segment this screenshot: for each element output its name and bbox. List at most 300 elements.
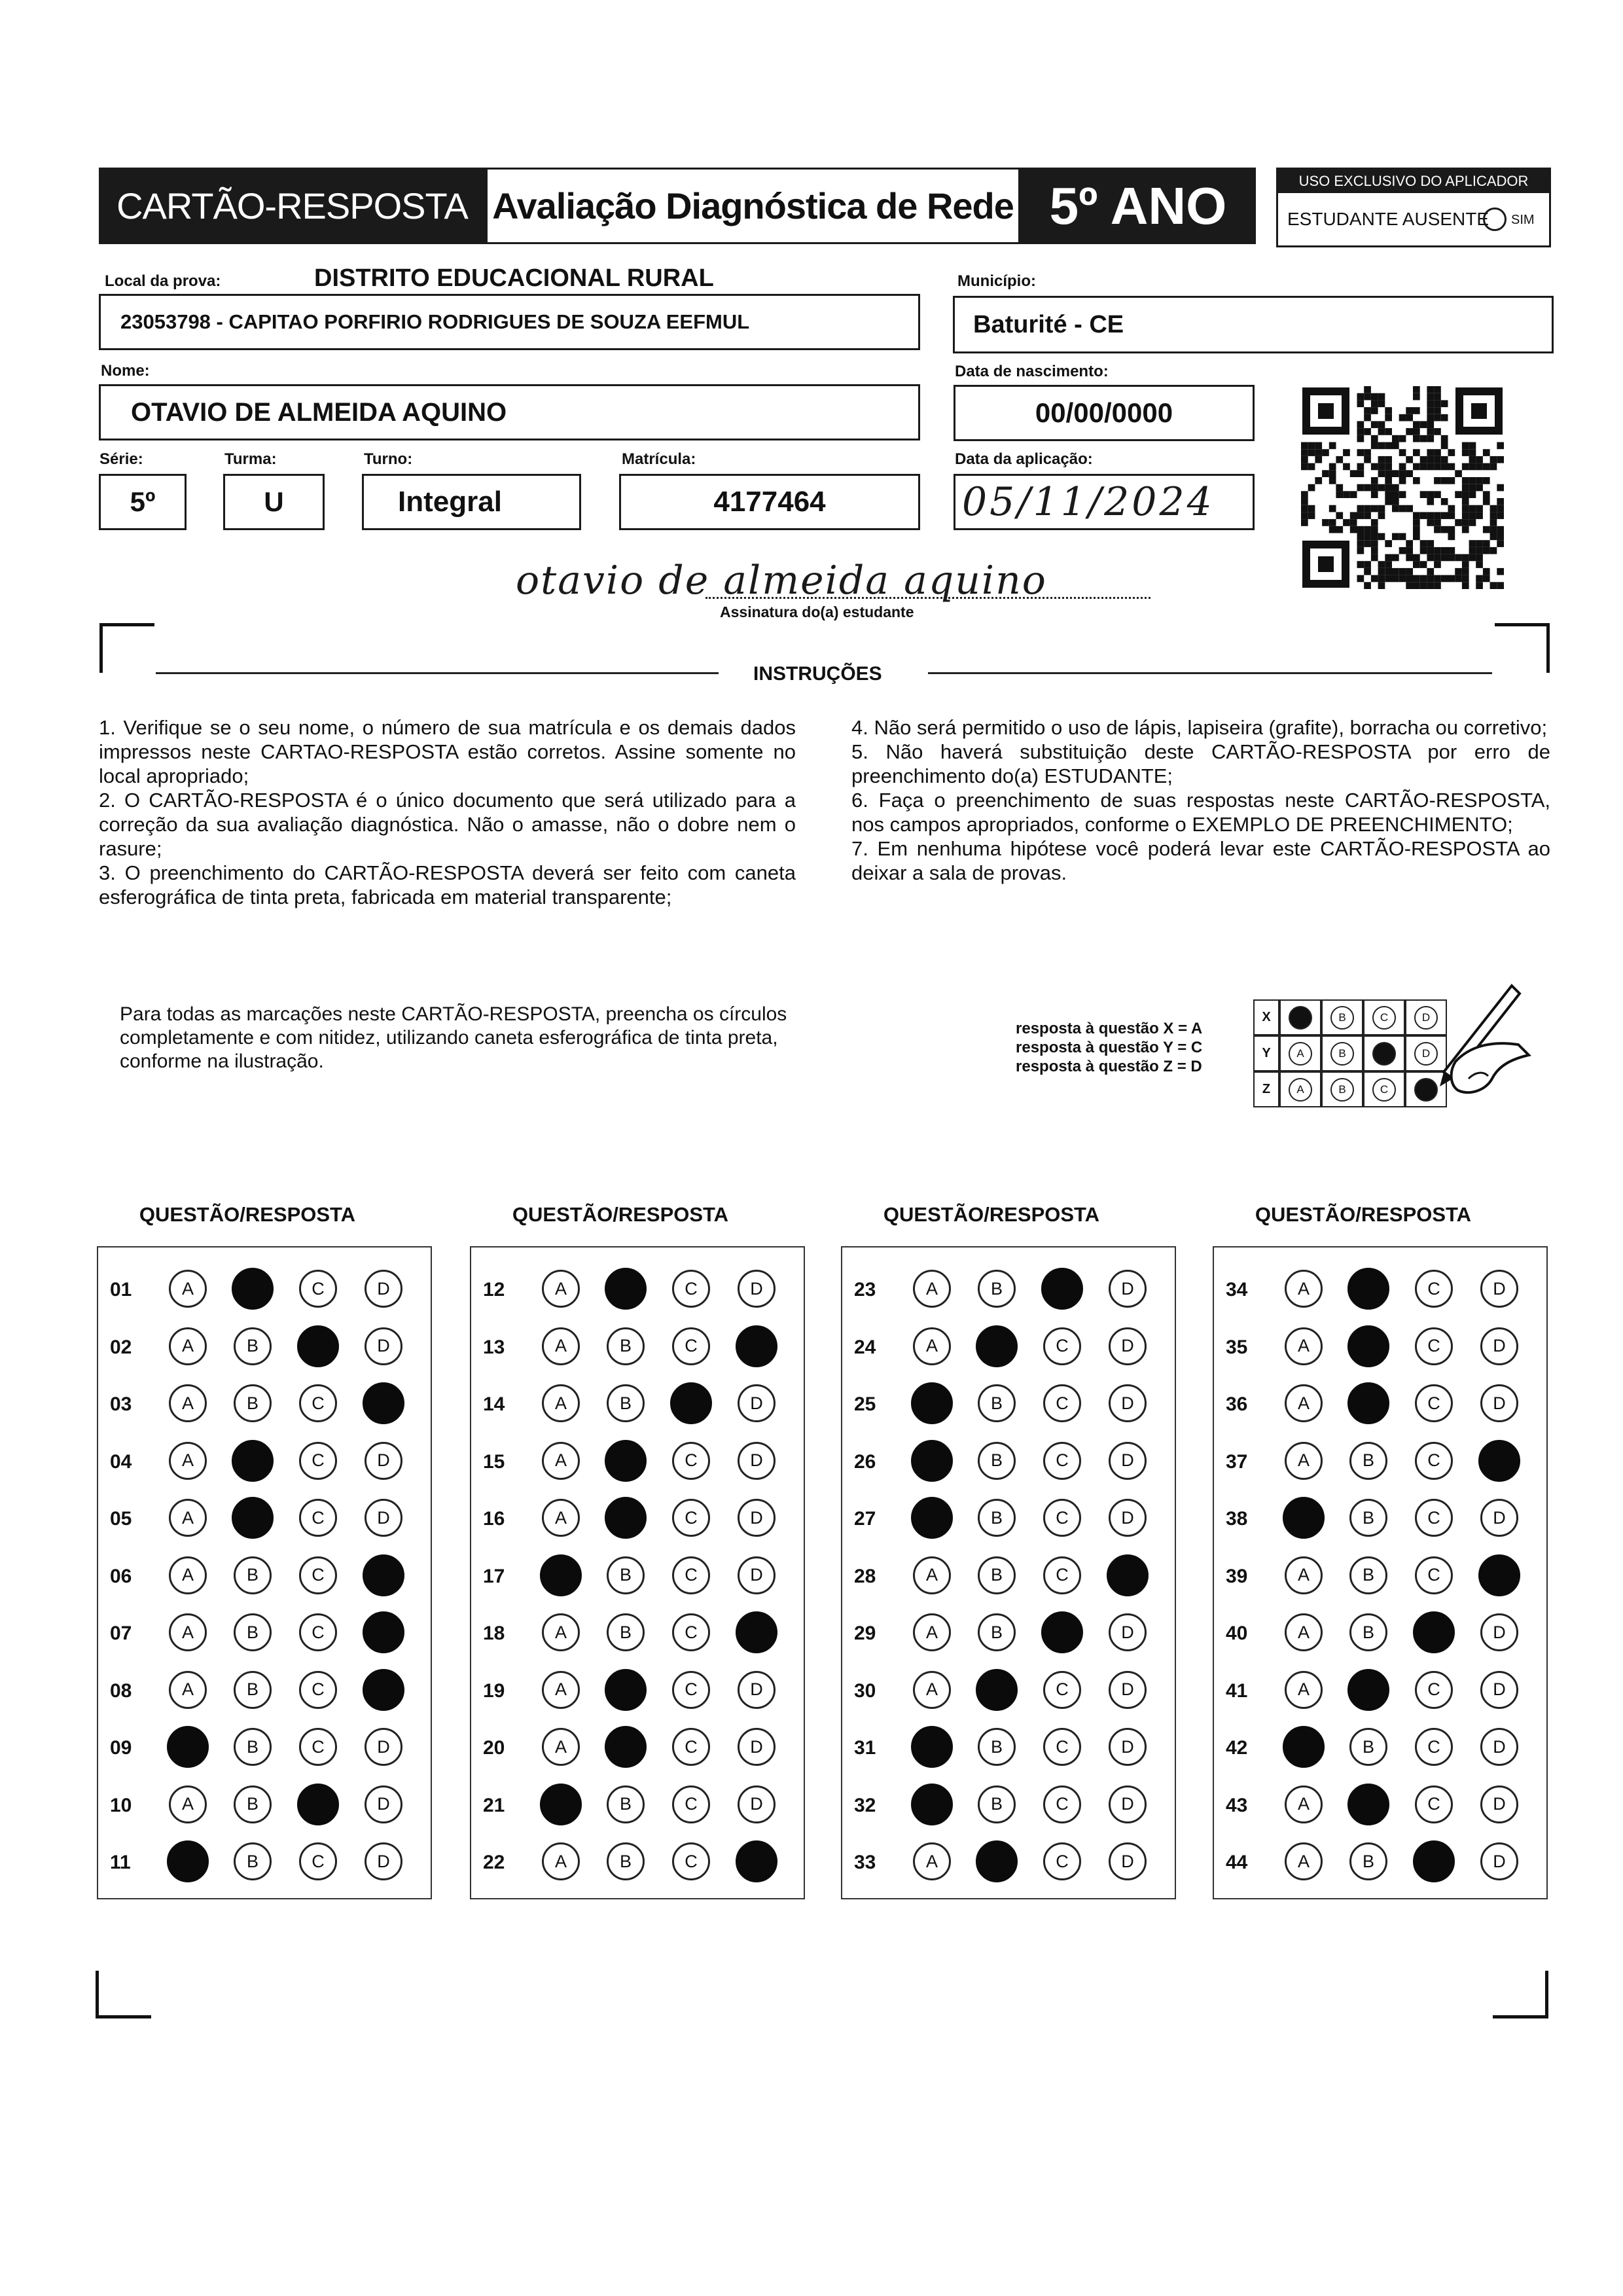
answer-bubble-b[interactable] (1347, 1268, 1389, 1310)
answer-bubble-b[interactable]: B (607, 1785, 645, 1823)
answer-bubble-b[interactable] (232, 1268, 274, 1310)
answer-bubble-d[interactable]: D (1109, 1327, 1147, 1365)
question-number: 29 (854, 1623, 876, 1644)
answer-bubble-a[interactable]: A (169, 1384, 207, 1422)
answer-row (842, 1785, 1175, 1825)
answer-bubble-b[interactable]: B (234, 1384, 272, 1422)
answer-bubble-c[interactable]: C (1043, 1442, 1081, 1480)
serie-value: 5º (130, 486, 156, 517)
example-cell (1321, 1035, 1363, 1071)
answer-bubble-a[interactable] (540, 1554, 582, 1596)
question-number: 42 (1226, 1737, 1248, 1759)
answer-bubble-d[interactable]: D (738, 1442, 776, 1480)
answer-bubble-d[interactable] (736, 1325, 777, 1367)
instructions-rule-left (156, 672, 719, 674)
answer-row (842, 1499, 1175, 1538)
absent-student-label: ESTUDANTE AUSENTE (1287, 209, 1489, 229)
answer-bubble-c[interactable]: C (299, 1442, 337, 1480)
answer-bubble-b[interactable]: B (1349, 1499, 1387, 1537)
answer-bubble-d[interactable]: D (738, 1785, 776, 1823)
local-value: DISTRITO EDUCACIONAL RURAL (314, 264, 714, 292)
answer-bubble-b[interactable]: B (978, 1728, 1016, 1766)
answer-bubble-b[interactable] (605, 1440, 647, 1482)
answer-bubble-c[interactable]: C (672, 1728, 710, 1766)
instruction-5: 5. Não haverá substituição deste CARTÃO-RESPOSTA por erro de preenchimento do(a) ESTUDANTE; (851, 740, 1550, 787)
example-cell (1279, 999, 1321, 1035)
question-number: 34 (1226, 1279, 1248, 1300)
answer-bubble-d[interactable]: D (365, 1728, 402, 1766)
answer-bubble-a[interactable]: A (1285, 1327, 1323, 1365)
question-number: 12 (483, 1279, 505, 1300)
answer-bubble-c[interactable]: C (299, 1270, 337, 1308)
corner-mark-top-right (1495, 623, 1550, 626)
question-number: 16 (483, 1508, 505, 1530)
answer-bubble-b[interactable]: B (234, 1327, 272, 1365)
answer-bubble-a[interactable]: A (1285, 1270, 1323, 1308)
answer-row (98, 1728, 431, 1767)
answer-bubble-c[interactable]: C (672, 1556, 710, 1594)
question-number: 05 (110, 1508, 132, 1530)
answer-row (1214, 1327, 1546, 1367)
answer-bubble-c[interactable]: C (672, 1442, 710, 1480)
answer-bubble-b[interactable] (1347, 1784, 1389, 1825)
answer-bubble-b[interactable]: B (234, 1728, 272, 1766)
answer-bubble-c[interactable]: C (1415, 1442, 1453, 1480)
question-number: 07 (110, 1623, 132, 1644)
answer-bubble-a[interactable]: A (1285, 1785, 1323, 1823)
corner-mark-bottom-right-vertical (1545, 1971, 1548, 2018)
answer-bubble-b[interactable]: B (978, 1384, 1016, 1422)
answer-row (842, 1442, 1175, 1481)
answer-bubble-c[interactable]: C (1415, 1384, 1453, 1422)
instruction-4: 4. Não será permitido o uso de lápis, lapiseira (grafite), borracha ou corretivo; (851, 716, 1548, 739)
answer-bubble-b[interactable] (605, 1726, 647, 1768)
answer-bubble-b[interactable]: B (1349, 1842, 1387, 1880)
answer-bubble-d[interactable] (1478, 1440, 1520, 1482)
answer-row (98, 1270, 431, 1309)
answer-bubble-a[interactable]: A (1285, 1442, 1323, 1480)
answer-bubble-d[interactable]: D (1480, 1613, 1518, 1651)
question-number: 25 (854, 1393, 876, 1415)
answer-bubble-a[interactable]: A (542, 1384, 580, 1422)
answer-bubble-d[interactable]: D (365, 1499, 402, 1537)
answer-bubble-b[interactable] (605, 1497, 647, 1539)
answer-bubble-b[interactable] (1347, 1382, 1389, 1424)
question-number: 09 (110, 1737, 132, 1759)
answer-bubble-d[interactable]: D (738, 1671, 776, 1709)
instruction-7: 7. Em nenhuma hipótese você poderá levar este CARTÃO-RESPOSTA ao deixar a sala de provas. (851, 837, 1550, 884)
answer-bubble-a[interactable]: A (542, 1442, 580, 1480)
answer-bubble-c[interactable]: C (299, 1613, 337, 1651)
answer-bubble-b[interactable]: B (607, 1384, 645, 1422)
answer-bubble-b[interactable]: B (607, 1842, 645, 1880)
answer-row (842, 1613, 1175, 1653)
answer-bubble-b[interactable]: B (234, 1785, 272, 1823)
question-number: 44 (1226, 1852, 1248, 1873)
answer-row (471, 1556, 804, 1596)
answer-row (1214, 1384, 1546, 1424)
answer-bubble-a[interactable]: A (542, 1270, 580, 1308)
answer-bubble-c[interactable]: C (299, 1499, 337, 1537)
answer-bubble-a[interactable] (167, 1726, 209, 1768)
answer-bubble-b[interactable]: B (978, 1442, 1016, 1480)
answer-bubble-d[interactable]: D (1109, 1671, 1147, 1709)
example-cell (1363, 1035, 1405, 1071)
answer-bubble-a[interactable] (911, 1382, 953, 1424)
question-number: 36 (1226, 1393, 1248, 1415)
instruction-1: 1. Verifique se o seu nome, o número de sua matrícula e os demais dados impressos neste CARTAO-RESPOSTA estão corretos. Assine somente no local apropriado; (99, 716, 796, 787)
answer-bubble-d[interactable]: D (365, 1842, 402, 1880)
answer-bubble-b[interactable] (1347, 1669, 1389, 1711)
answer-bubble-a[interactable]: A (542, 1728, 580, 1766)
answer-bubble-b[interactable] (232, 1497, 274, 1539)
answer-bubble-c[interactable]: C (299, 1842, 337, 1880)
answer-bubble-b[interactable]: B (1349, 1442, 1387, 1480)
answer-bubble-a[interactable]: A (169, 1499, 207, 1537)
answer-bubble-d[interactable]: D (1109, 1270, 1147, 1308)
answer-bubble-c[interactable] (670, 1382, 712, 1424)
answer-bubble-c[interactable]: C (1043, 1785, 1081, 1823)
answer-bubble-b[interactable] (976, 1325, 1018, 1367)
answer-bubble-a[interactable] (911, 1726, 953, 1768)
answer-bubble-d[interactable] (736, 1611, 777, 1653)
answer-bubble-a[interactable] (167, 1840, 209, 1882)
answer-bubble-c[interactable]: C (672, 1671, 710, 1709)
answer-row (471, 1842, 804, 1882)
question-number: 17 (483, 1565, 505, 1587)
answer-column (841, 1246, 1176, 1899)
answer-bubble-a[interactable]: A (913, 1556, 951, 1594)
example-legend-y: resposta à questão Y = C (1016, 1039, 1203, 1056)
serie-label: Série: (99, 450, 143, 468)
answer-bubble-a[interactable]: A (542, 1327, 580, 1365)
question-number: 27 (854, 1508, 876, 1530)
signature-label: Assinatura do(a) estudante (720, 603, 914, 620)
answer-bubble-a[interactable]: A (169, 1327, 207, 1365)
answer-bubble-c[interactable]: C (1043, 1499, 1081, 1537)
answer-bubble-a[interactable] (1283, 1726, 1325, 1768)
instruction-6: 6. Faça o preenchimento de suas respostas neste CARTÃO-RESPOSTA, nos campos apropriados, conforme o EXEMPLO DE PREENCHIMENTO; (851, 789, 1550, 836)
answer-bubble-a[interactable]: A (1285, 1556, 1323, 1594)
answer-bubble-d[interactable]: D (1480, 1270, 1518, 1308)
nascimento-value: 00/00/0000 (1035, 397, 1173, 428)
answer-row (98, 1384, 431, 1424)
question-number: 21 (483, 1794, 505, 1816)
absent-student-option: SIM (1511, 213, 1535, 227)
answer-row (98, 1842, 431, 1882)
question-number: 04 (110, 1450, 132, 1473)
answer-bubble-a[interactable] (911, 1497, 953, 1539)
answer-bubble-a[interactable]: A (542, 1842, 580, 1880)
evaluation-title: Avaliação Diagnóstica de Rede (486, 168, 1020, 244)
corner-mark-bottom-left-vertical (96, 1971, 99, 2018)
answer-bubble-b[interactable] (605, 1268, 647, 1310)
answer-row (1214, 1442, 1546, 1481)
answer-bubble-d[interactable]: D (1480, 1384, 1518, 1422)
answer-bubble-a[interactable] (1283, 1497, 1325, 1539)
question-number: 24 (854, 1336, 876, 1358)
answer-bubble-b[interactable] (976, 1669, 1018, 1711)
answer-bubble-a[interactable]: A (169, 1785, 207, 1823)
question-number: 33 (854, 1852, 876, 1873)
question-number: 31 (854, 1737, 876, 1759)
answer-row (1214, 1728, 1546, 1767)
answer-row (842, 1671, 1175, 1710)
answer-bubble-d[interactable]: D (738, 1728, 776, 1766)
question-number: 02 (110, 1336, 132, 1358)
question-number: 32 (854, 1794, 876, 1816)
example-row-label: X (1253, 999, 1279, 1035)
answer-bubble-c[interactable] (1413, 1840, 1455, 1882)
answer-bubble-d[interactable] (736, 1840, 777, 1882)
answer-bubble-d[interactable]: D (1109, 1728, 1147, 1766)
answer-bubble-b[interactable]: B (978, 1270, 1016, 1308)
answer-bubble-d[interactable]: D (365, 1270, 402, 1308)
column-header: QUESTÃO/RESPOSTA (139, 1203, 356, 1226)
example-bubble-a (1289, 1006, 1312, 1030)
answer-bubble-a[interactable] (911, 1784, 953, 1825)
example-text: Para todas as marcações neste CARTÃO-RESPOSTA, preencha os círculos completamente e com nitidez, utilizando caneta esferográfica de tinta preta, conforme na ilustração. (120, 1003, 787, 1072)
example-bubble-a: A (1289, 1042, 1312, 1066)
answer-bubble-b[interactable]: B (234, 1556, 272, 1594)
answer-bubble-c[interactable]: C (672, 1270, 710, 1308)
example-bubble-c (1372, 1042, 1396, 1066)
answer-bubble-b[interactable]: B (1349, 1728, 1387, 1766)
municipio-value: Baturité - CE (973, 310, 1124, 338)
answer-bubble-c[interactable]: C (1043, 1556, 1081, 1594)
answer-bubble-c[interactable] (297, 1325, 339, 1367)
answer-bubble-b[interactable]: B (978, 1556, 1016, 1594)
answer-bubble-d[interactable]: D (1480, 1785, 1518, 1823)
answer-bubble-a[interactable]: A (169, 1442, 207, 1480)
instructions-rule-right (928, 672, 1492, 674)
answer-bubble-c[interactable]: C (1043, 1728, 1081, 1766)
answer-bubble-a[interactable]: A (913, 1671, 951, 1709)
example-cell (1363, 1071, 1405, 1107)
answer-bubble-c[interactable]: C (672, 1613, 710, 1651)
answer-row (471, 1671, 804, 1710)
answer-bubble-d[interactable]: D (1109, 1499, 1147, 1537)
instructions-right (851, 715, 1550, 885)
question-number: 15 (483, 1450, 505, 1473)
example-cell (1279, 1035, 1321, 1071)
answer-column (470, 1246, 805, 1899)
answer-column (1213, 1246, 1548, 1899)
answer-bubble-d[interactable]: D (1480, 1499, 1518, 1537)
answer-bubble-c[interactable]: C (1415, 1270, 1453, 1308)
answer-bubble-c[interactable]: C (1415, 1327, 1453, 1365)
answer-bubble-d[interactable]: D (1480, 1842, 1518, 1880)
question-number: 40 (1226, 1623, 1248, 1644)
example-bubble-d: D (1414, 1042, 1438, 1066)
answer-bubble-b[interactable] (232, 1440, 274, 1482)
answer-bubble-d[interactable]: D (1109, 1785, 1147, 1823)
question-number: 13 (483, 1336, 505, 1358)
corner-mark-bottom-right (1493, 2015, 1548, 2018)
answer-bubble-d[interactable] (363, 1382, 404, 1424)
answer-bubble-d[interactable]: D (1109, 1384, 1147, 1422)
answer-bubble-a[interactable] (911, 1440, 953, 1482)
example-cell (1321, 1071, 1363, 1107)
answer-bubble-b[interactable] (605, 1669, 647, 1711)
question-number: 30 (854, 1679, 876, 1702)
answer-bubble-b[interactable] (976, 1840, 1018, 1882)
answer-bubble-d[interactable]: D (1480, 1728, 1518, 1766)
answer-bubble-c[interactable]: C (299, 1384, 337, 1422)
answer-row (98, 1785, 431, 1825)
answer-bubble-c[interactable]: C (1415, 1785, 1453, 1823)
answer-bubble-c[interactable]: C (1415, 1556, 1453, 1594)
answer-bubble-a[interactable]: A (1285, 1842, 1323, 1880)
turno-label: Turno: (364, 450, 413, 468)
qr-code-icon (1301, 386, 1504, 589)
nascimento-label: Data de nascimento: (955, 363, 1109, 380)
answer-row (1214, 1499, 1546, 1538)
answer-bubble-d[interactable] (363, 1669, 404, 1711)
answer-row (471, 1728, 804, 1767)
answer-bubble-d[interactable]: D (738, 1556, 776, 1594)
answer-bubble-d[interactable] (1107, 1554, 1149, 1596)
answer-bubble-c[interactable]: C (1415, 1728, 1453, 1766)
answer-row (471, 1613, 804, 1653)
answer-bubble-d[interactable]: D (1109, 1442, 1147, 1480)
answer-bubble-d[interactable]: D (738, 1270, 776, 1308)
question-number: 20 (483, 1737, 505, 1759)
answer-bubble-b[interactable]: B (607, 1327, 645, 1365)
answer-bubble-a[interactable]: A (542, 1671, 580, 1709)
answer-row (98, 1671, 431, 1710)
answer-bubble-d[interactable]: D (738, 1384, 776, 1422)
example-cell (1363, 999, 1405, 1035)
answer-row (1214, 1785, 1546, 1825)
nome-field (99, 384, 920, 440)
answer-bubble-a[interactable]: A (169, 1671, 207, 1709)
school-field (99, 294, 920, 350)
answer-bubble-a[interactable]: A (169, 1556, 207, 1594)
answer-row (1214, 1613, 1546, 1653)
matricula-field (619, 474, 920, 530)
question-number: 08 (110, 1679, 132, 1702)
answer-row (471, 1270, 804, 1309)
answer-bubble-a[interactable]: A (913, 1613, 951, 1651)
nome-label: Nome: (101, 362, 150, 380)
answer-bubble-b[interactable]: B (234, 1671, 272, 1709)
answer-bubble-b[interactable]: B (234, 1613, 272, 1651)
nascimento-field (954, 385, 1255, 441)
answer-bubble-d[interactable]: D (1480, 1671, 1518, 1709)
aplicacao-field[interactable] (954, 474, 1255, 530)
answer-bubble-a[interactable]: A (1285, 1613, 1323, 1651)
answer-bubble-b[interactable]: B (607, 1556, 645, 1594)
answer-bubble-c[interactable]: C (1415, 1499, 1453, 1537)
answer-bubble-c[interactable]: C (672, 1499, 710, 1537)
answer-bubble-d[interactable]: D (738, 1499, 776, 1537)
answer-row (1214, 1556, 1546, 1596)
answer-row (1214, 1842, 1546, 1882)
answer-bubble-d[interactable]: D (1480, 1327, 1518, 1365)
answer-bubble-a[interactable]: A (1285, 1384, 1323, 1422)
answer-row (98, 1327, 431, 1367)
instruction-2: 2. O CARTÃO-RESPOSTA é o único documento que será utilizado para a correção da sua avaliação diagnóstica. Não o amasse, não o dobre nem o rasure; (99, 789, 796, 860)
answer-bubble-c[interactable] (1041, 1611, 1083, 1653)
question-number: 03 (110, 1393, 132, 1415)
answer-bubble-d[interactable] (1478, 1554, 1520, 1596)
absent-student-bubble[interactable] (1483, 207, 1507, 231)
answer-bubble-d[interactable] (363, 1611, 404, 1653)
answer-bubble-c[interactable]: C (299, 1671, 337, 1709)
answer-bubble-c[interactable] (1413, 1611, 1455, 1653)
matricula-value: 4177464 (713, 486, 826, 518)
answer-bubble-d[interactable]: D (365, 1327, 402, 1365)
answer-bubble-c[interactable]: C (672, 1842, 710, 1880)
answer-bubble-c[interactable]: C (1043, 1327, 1081, 1365)
answer-bubble-d[interactable]: D (365, 1442, 402, 1480)
answer-row (1214, 1270, 1546, 1309)
answer-bubble-c[interactable] (1041, 1268, 1083, 1310)
turma-label: Turma: (224, 450, 277, 468)
aplicacao-label: Data da aplicação: (955, 450, 1093, 468)
applicator-box (1276, 168, 1551, 247)
answer-bubble-a[interactable] (540, 1784, 582, 1825)
answer-bubble-a[interactable]: A (542, 1613, 580, 1651)
answer-bubble-d[interactable] (363, 1554, 404, 1596)
answer-bubble-b[interactable]: B (978, 1613, 1016, 1651)
answer-bubble-a[interactable]: A (913, 1270, 951, 1308)
answer-bubble-c[interactable] (297, 1784, 339, 1825)
answer-row (1214, 1671, 1546, 1710)
answer-bubble-a[interactable]: A (913, 1842, 951, 1880)
answer-bubble-c[interactable]: C (672, 1327, 710, 1365)
example-cell (1279, 1071, 1321, 1107)
corner-mark-top-right-vertical (1546, 623, 1550, 673)
answer-bubble-a[interactable]: A (542, 1499, 580, 1537)
answer-bubble-a[interactable]: A (169, 1270, 207, 1308)
answer-bubble-d[interactable]: D (1109, 1842, 1147, 1880)
answer-bubble-a[interactable]: A (1285, 1671, 1323, 1709)
instruction-3: 3. O preenchimento do CARTÃO-RESPOSTA deverá ser feito com caneta esferográfica de tinta preta, fabricada em material transparente; (99, 861, 796, 908)
answer-bubble-c[interactable]: C (1415, 1671, 1453, 1709)
answer-bubble-b[interactable]: B (1349, 1556, 1387, 1594)
answer-bubble-c[interactable]: C (299, 1728, 337, 1766)
answer-bubble-d[interactable]: D (365, 1785, 402, 1823)
answer-bubble-c[interactable]: C (1043, 1384, 1081, 1422)
nome-value: OTAVIO DE ALMEIDA AQUINO (131, 397, 507, 427)
answer-bubble-b[interactable]: B (978, 1499, 1016, 1537)
instructions-title: INSTRUÇÕES (753, 663, 882, 685)
turma-field (223, 474, 325, 530)
local-label: Local da prova: (105, 272, 221, 290)
answer-bubble-c[interactable]: C (672, 1785, 710, 1823)
answer-bubble-a[interactable]: A (169, 1613, 207, 1651)
answer-bubble-c[interactable]: C (1043, 1671, 1081, 1709)
question-number: 11 (110, 1852, 131, 1873)
answer-bubble-b[interactable]: B (607, 1613, 645, 1651)
corner-mark-top-left (99, 623, 154, 626)
answer-bubble-c[interactable]: C (1043, 1842, 1081, 1880)
answer-bubble-d[interactable]: D (1109, 1613, 1147, 1651)
example-bubble-b: B (1330, 1078, 1354, 1102)
answer-bubble-b[interactable]: B (978, 1785, 1016, 1823)
answer-bubble-a[interactable]: A (913, 1327, 951, 1365)
answer-bubble-c[interactable]: C (299, 1556, 337, 1594)
answer-row (471, 1442, 804, 1481)
answer-bubble-b[interactable]: B (1349, 1613, 1387, 1651)
card-title: CARTÃO-RESPOSTA (99, 168, 486, 244)
column-header: QUESTÃO/RESPOSTA (1255, 1203, 1472, 1226)
answer-bubble-b[interactable] (1347, 1325, 1389, 1367)
answer-bubble-b[interactable]: B (234, 1842, 272, 1880)
question-number: 38 (1226, 1508, 1248, 1530)
